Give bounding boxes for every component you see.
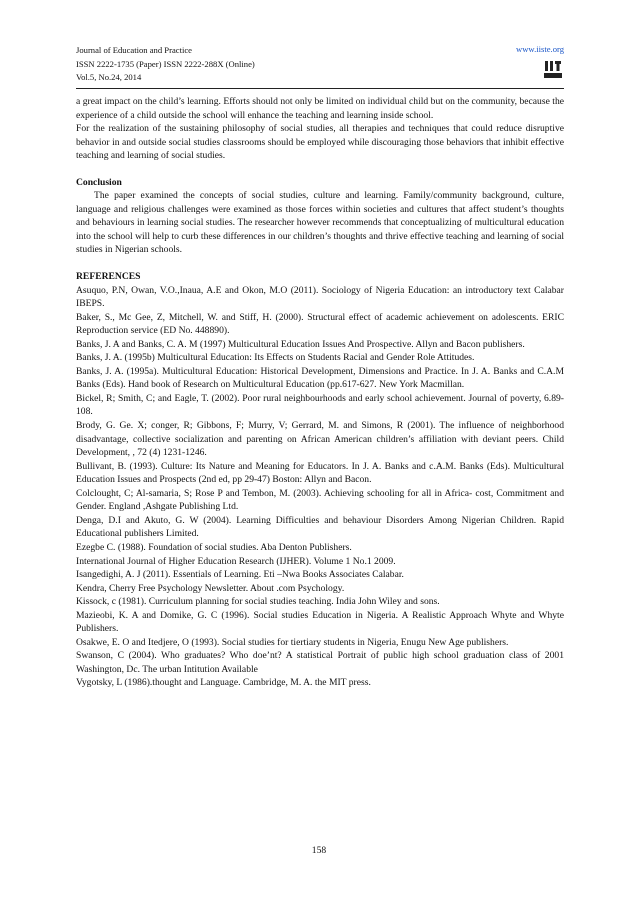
iiste-logo bbox=[542, 58, 564, 80]
journal-url-link[interactable]: www.iiste.org bbox=[516, 44, 564, 54]
references-heading: REFERENCES bbox=[76, 271, 141, 283]
reference-item: Denga, D.I and Akuto, G. W (2004). Learning Difficulties and behaviour Disorders Among Nigerian Children. Rapid Educational publishers Limited. bbox=[76, 514, 564, 540]
reference-item: Isangedighi, A. J (2011). Essentials of Learning. Eti –Nwa Books Associates Calabar. bbox=[76, 569, 404, 581]
body-paragraph: For the realization of the sustaining philosophy of social studies, all therapies and techniques that could reduce disruptive behavior in and outside social studies classrooms should be employed while discouraging those behaviors that inhibit effective teaching and learning of social studies. bbox=[76, 123, 564, 162]
reference-item: Mazieobi, K. A and Domike, G. C (1996). Social studies Education in Nigeria. A Realistic Approach Whyte and Whyte Publishers. bbox=[76, 609, 564, 635]
reference-list bbox=[76, 284, 564, 690]
reference-item: Asuquo, P.N, Owan, V.O.,Inaua, A.E and Okon, M.O (2011). Sociology of Nigeria Education: an introductory text Calabar IBEPS. bbox=[76, 284, 564, 310]
reference-item: Osakwe, E. O and Itedjere, O (1993). Social studies for tiertiary students in Nigeria, Enugu New Age publishers. bbox=[76, 636, 509, 648]
reference-item: Bullivant, B. (1993). Culture: Its Nature and Meaning for Educators. In J. A. Banks and c.A.M. Banks (Eds). Multicultural Education Issues and Prospects (2nd ed, pp 29-47) Boston: Allyn and Bacon. bbox=[76, 460, 564, 486]
journal-name: Journal of Education and Practice bbox=[76, 45, 192, 55]
page bbox=[76, 44, 564, 690]
conclusion-paragraph: The paper examined the concepts of social studies, culture and learning. Family/community background, culture, language and religious challenges were examined as those forces within societies and cultures that affect student’s thoughts and behaviours in learning social studies. The researcher however recommends that conceptualizing of multicultural education into the school will help to curb these differences in our children’s thoughts and thrive effective teaching and learning of social studies in Nigerian schools. bbox=[76, 190, 564, 256]
reference-item: Bickel, R; Smith, C; and Eagle, T. (2002). Poor rural neighbourhoods and early school achievement. Journal of poverty, 6.89-108. bbox=[76, 392, 564, 418]
reference-item: Banks, J. A and Banks, C. A. M (1997) Multicultural Education Issues And Prospective. Allyn and Bacon publishers. bbox=[76, 338, 525, 350]
reference-item: Swanson, C (2004). Who graduates? Who doe’nt? A statistical Portrait of public high school graduation class of 2001 Washington, Dc. The urban Intitution Available bbox=[76, 650, 564, 675]
reference-item: Brody, G. Ge. X; conger, R; Gibbons, F; Murry, V; Gerrard, M. and Simons, R (2001). The influence of neighborhood disadvantage, collective socialization and parenting on African American children’s affiliation with deviant peers. Child Development, , 72 (4) 1231-1246. bbox=[76, 420, 564, 459]
body-paragraph: a great impact on the child’s learning. Efforts should not only be limited on individual child but on the community, because the experience of a child outside the school will enhance the teaching and learning inside school. bbox=[76, 96, 564, 121]
reference-item: Banks, J. A. (1995b) Multicultural Education: Its Effects on Students Racial and Gender Role Attitudes. bbox=[76, 352, 475, 364]
conclusion-heading: Conclusion bbox=[76, 176, 122, 188]
reference-item: Banks, J. A. (1995a). Multicultural Education: Historical Development, Dimensions and Practice. In J. A. Banks and C.A.M Banks (Eds). Hand book of Research on Multicultural Education (pp.617-627. New York Macmillan. bbox=[76, 365, 564, 391]
running-header bbox=[76, 44, 564, 88]
reference-item: Baker, S., Mc Gee, Z, Mitchell, W. and Stiff, H. (2000). Structural effect of academic achievement on adolescents. ERIC Reproduction service (ED No. 448890). bbox=[76, 311, 564, 337]
volume-line: Vol.5, No.24, 2014 bbox=[76, 72, 142, 82]
reference-item: Kendra, Cherry Free Psychology Newsletter. About .com Psychology. bbox=[76, 582, 345, 594]
reference-item: Vygotsky, L (1986).thought and Language. Cambridge, M. A. the MIT press. bbox=[76, 677, 371, 689]
reference-item: International Journal of Higher Education Research (IJHER). Volume 1 No.1 2009. bbox=[76, 555, 396, 567]
reference-item: Kissock, c (1981). Curriculum planning for social studies teaching. India John Wiley and sons. bbox=[76, 596, 440, 608]
reference-item: Ezegbe C. (1988). Foundation of social studies. Aba Denton Publishers. bbox=[76, 541, 352, 553]
page-number: 158 bbox=[311, 845, 327, 856]
header-rule bbox=[76, 88, 564, 89]
issn-line: ISSN 2222-1735 (Paper) ISSN 2222-288X (Online) bbox=[76, 58, 255, 69]
reference-item: Colclought, C; Al-samaria, S; Rose P and Tembon, M. (2003). Achieving schooling for all in Africa- cost, Commitment and Gender. England ,Ashgate Publishing Ltd. bbox=[76, 487, 564, 513]
